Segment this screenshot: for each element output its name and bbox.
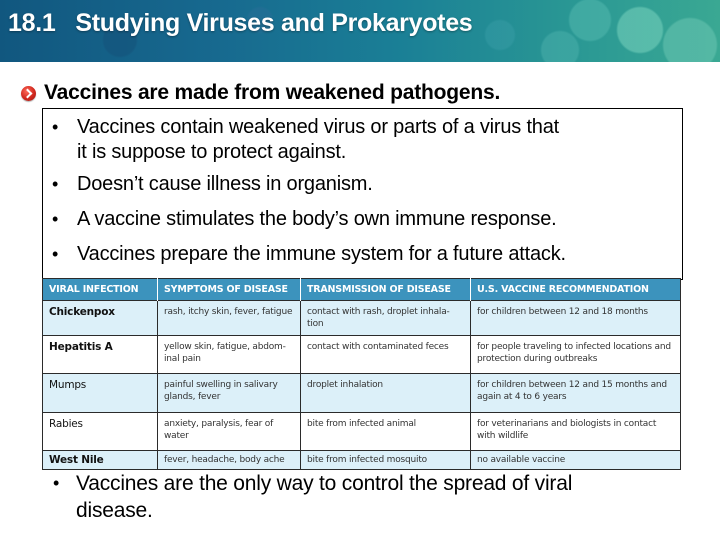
bullet-dot-icon: • bbox=[53, 473, 60, 493]
bullet-text: A vaccine stimulates the body’s own immune response. bbox=[77, 208, 557, 230]
bullet-dot-icon: • bbox=[52, 209, 59, 229]
bullet-text: Vaccines prepare the immune system for a future attack. bbox=[77, 243, 566, 265]
viral-infections-table bbox=[42, 278, 681, 470]
cell-symptoms: anxiety, paralysis, fear of water bbox=[158, 412, 301, 450]
column-header: U.S. VACCINE RECOMMENDATION bbox=[471, 279, 681, 301]
column-header: SYMPTOMS OF DISEASE bbox=[158, 279, 301, 301]
cell-recommendation: for veterinarians and biologists in contact with wildlife bbox=[471, 412, 681, 450]
cell-infection: West Nile bbox=[43, 450, 158, 469]
bullet-text: Vaccines are the only way to control the spread of viral bbox=[76, 472, 573, 495]
cell-recommendation: no available vaccine bbox=[471, 450, 681, 469]
table-row bbox=[43, 374, 681, 412]
bullet-item bbox=[43, 204, 682, 235]
cell-symptoms: painful swelling in salivary glands, fever bbox=[158, 374, 301, 412]
cell-infection: Mumps bbox=[43, 374, 158, 412]
cell-symptoms: fever, headache, body ache bbox=[158, 450, 301, 469]
red-circle-chevron-icon bbox=[21, 86, 36, 101]
cell-transmission: droplet inhalation bbox=[301, 374, 471, 412]
cell-infection: Rabies bbox=[43, 412, 158, 450]
table-row bbox=[43, 412, 681, 450]
cell-transmission: bite from infected animal bbox=[301, 412, 471, 450]
cell-symptoms: rash, itchy skin, fever, fatigue bbox=[158, 301, 301, 336]
cell-infection: Chickenpox bbox=[43, 301, 158, 336]
table-row bbox=[43, 301, 681, 336]
bullet-dot-icon: • bbox=[52, 174, 59, 194]
bottom-bullet-item bbox=[42, 470, 702, 524]
bullet-list bbox=[43, 113, 682, 270]
bullet-dot-icon: • bbox=[52, 117, 59, 137]
bullet-item bbox=[43, 169, 682, 200]
table-header-row bbox=[43, 279, 681, 301]
bullet-text-continuation: disease. bbox=[76, 499, 153, 522]
column-header: VIRAL INFECTION bbox=[43, 279, 158, 301]
column-header: TRANSMISSION OF DISEASE bbox=[301, 279, 471, 301]
main-heading-row bbox=[20, 79, 500, 107]
cell-transmission: contact with contaminated feces bbox=[301, 336, 471, 374]
bullet-text: Doesn’t cause illness in organism. bbox=[77, 173, 373, 195]
bullet-dot-icon: • bbox=[52, 244, 59, 264]
cell-recommendation: for people traveling to infected locations and protection during outbreaks bbox=[471, 336, 681, 374]
main-heading: Vaccines are made from weakened pathogens. bbox=[44, 81, 501, 104]
bullet-item bbox=[43, 239, 682, 270]
bullet-item bbox=[43, 113, 682, 165]
bullet-textbox bbox=[42, 108, 683, 280]
cell-symptoms: yellow skin, fatigue, abdom-inal pain bbox=[158, 336, 301, 374]
cell-transmission: bite from infected mosquito bbox=[301, 450, 471, 469]
bullet-text: Vaccines contain weakened virus or parts of a virus that bbox=[77, 116, 560, 138]
cell-transmission: contact with rash, droplet inhala-tion bbox=[301, 301, 471, 336]
cell-infection: Hepatitis A bbox=[43, 336, 158, 374]
table-row bbox=[43, 450, 681, 469]
cell-recommendation: for children between 12 and 15 months and again at 4 to 6 years bbox=[471, 374, 681, 412]
cell-recommendation: for children between 12 and 18 months bbox=[471, 301, 681, 336]
table-row bbox=[43, 336, 681, 374]
slide-title: 18.1 Studying Viruses and Prokaryotes bbox=[8, 9, 473, 37]
slide-header bbox=[0, 0, 720, 62]
bullet-text-continuation: it is suppose to protect against. bbox=[77, 141, 347, 163]
